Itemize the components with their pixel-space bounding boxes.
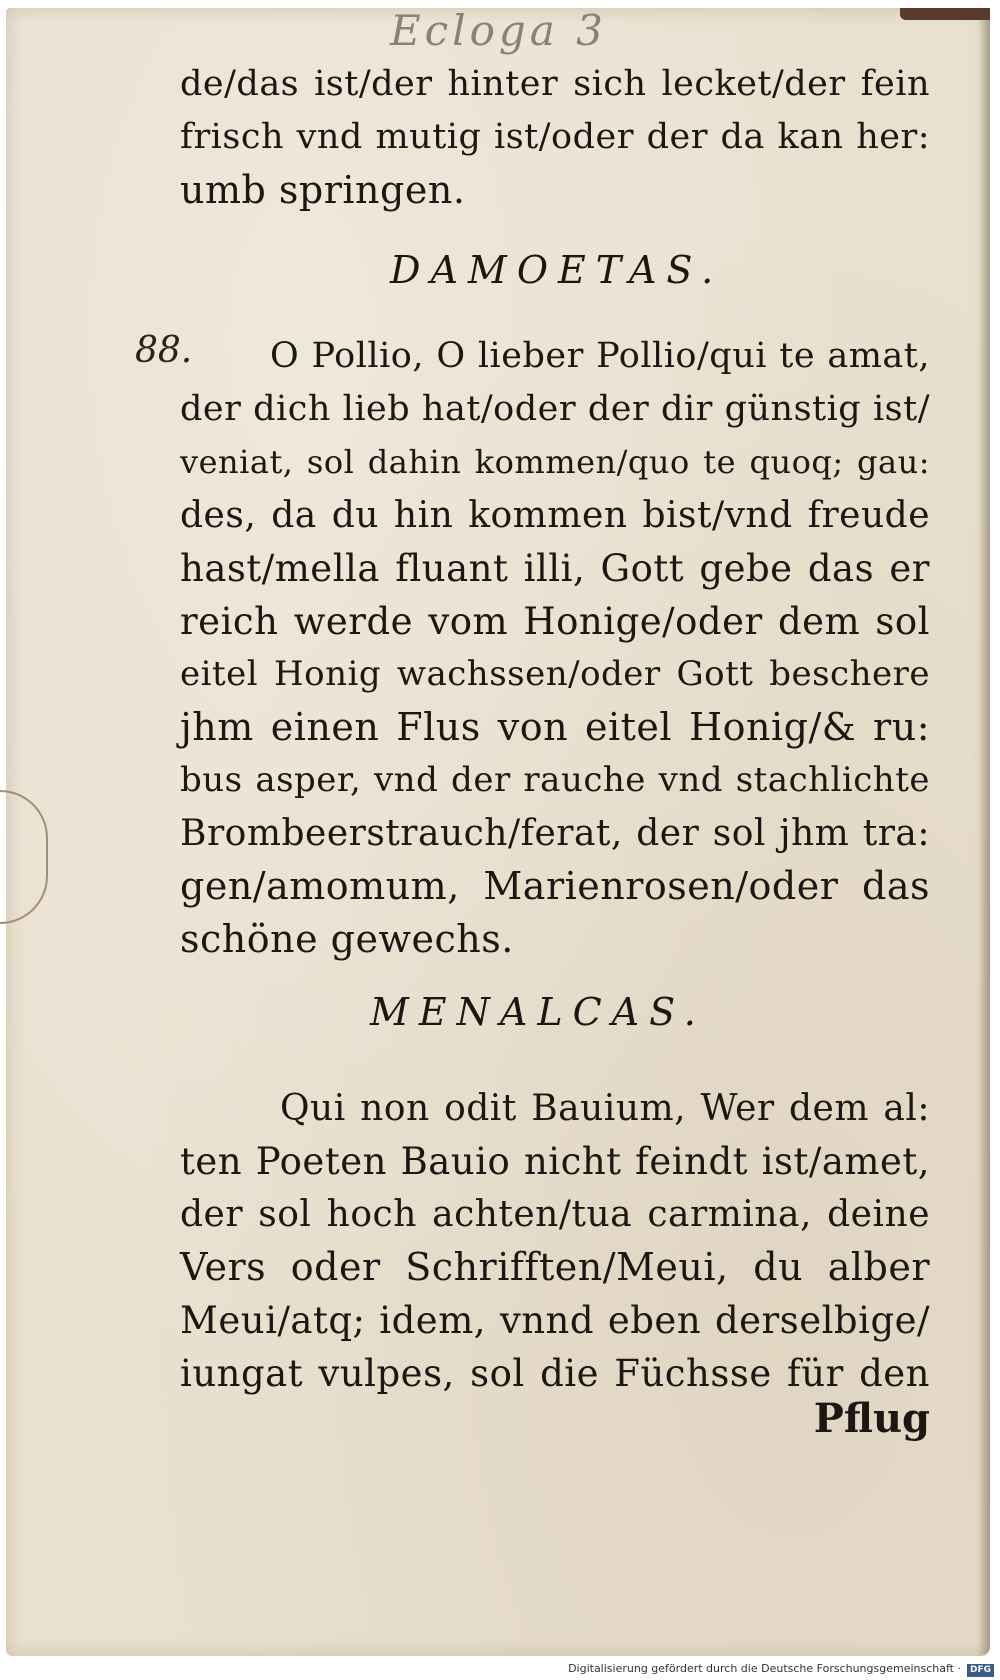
text-line: O Pollio, O lieber Pollio/qui te amat, bbox=[270, 336, 930, 376]
text-line: reich werde vom Honige/oder dem sol bbox=[180, 600, 930, 643]
continuation-block bbox=[180, 58, 930, 217]
text-line: der sol hoch achten/tua carmina, deine bbox=[180, 1194, 930, 1235]
page-edge-shadow bbox=[978, 8, 990, 1656]
pencil-annotation: Ecloga 3 bbox=[390, 6, 607, 55]
text-line: veniat, sol dahin kommen/quo te quoq; gau: bbox=[180, 443, 930, 481]
text-line: hast/mella fluant illi, Gott gebe das er bbox=[180, 547, 930, 590]
verse-88-block bbox=[180, 330, 930, 966]
text-line: frisch vnd mutig ist/oder der da kan her: bbox=[180, 117, 930, 157]
text-line: der dich lieb hat/oder der dir günstig ist/ bbox=[180, 389, 930, 429]
verse-89-block bbox=[180, 1082, 930, 1400]
text-line: schöne gewechs. bbox=[180, 917, 514, 961]
text-line: eitel Honig wachssen/oder Gott beschere bbox=[180, 654, 930, 694]
speaker-heading-menalcas: MENALCAS. bbox=[370, 990, 706, 1034]
text-line: ten Poeten Bauio nicht feindt ist/amet, bbox=[180, 1140, 930, 1183]
text-line: des, da du hin kommen bist/vnd freude bbox=[180, 495, 930, 536]
catchword: Pflug bbox=[813, 1395, 930, 1442]
text-line: umb springen. bbox=[180, 168, 466, 212]
text-line: Meui/atq; idem, vnnd eben derselbige/ bbox=[180, 1299, 930, 1342]
binding-corner bbox=[900, 8, 990, 20]
text-line: Qui non odit Bauium, Wer dem al: bbox=[280, 1088, 930, 1129]
footer-credit: Digitalisierung gefördert durch die Deutsche Forschungsgemeinschaft · bbox=[568, 1662, 961, 1675]
speaker-heading-damoetas: DAMOETAS. bbox=[390, 248, 724, 292]
dfg-logo-icon: DFG bbox=[967, 1664, 994, 1677]
text-line: iungat vulpes, sol die Füchsse für den bbox=[180, 1352, 930, 1395]
digitization-footer bbox=[0, 1662, 1000, 1680]
text-line: Brombeerstrauch/ferat, der sol jhm tra: bbox=[180, 813, 930, 854]
text-line: jhm einen Flus von eitel Honig/& ru: bbox=[180, 705, 930, 749]
text-line: de/das ist/der hinter sich lecket/der fein bbox=[180, 64, 930, 104]
text-line: bus asper, vnd der rauche vnd stachlichte bbox=[180, 760, 930, 800]
verse-number: 88. bbox=[135, 330, 193, 371]
text-line: Vers oder Schrifften/Meui, du alber bbox=[180, 1245, 930, 1289]
text-line: gen/amomum, Marienrosen/oder das bbox=[180, 864, 930, 908]
